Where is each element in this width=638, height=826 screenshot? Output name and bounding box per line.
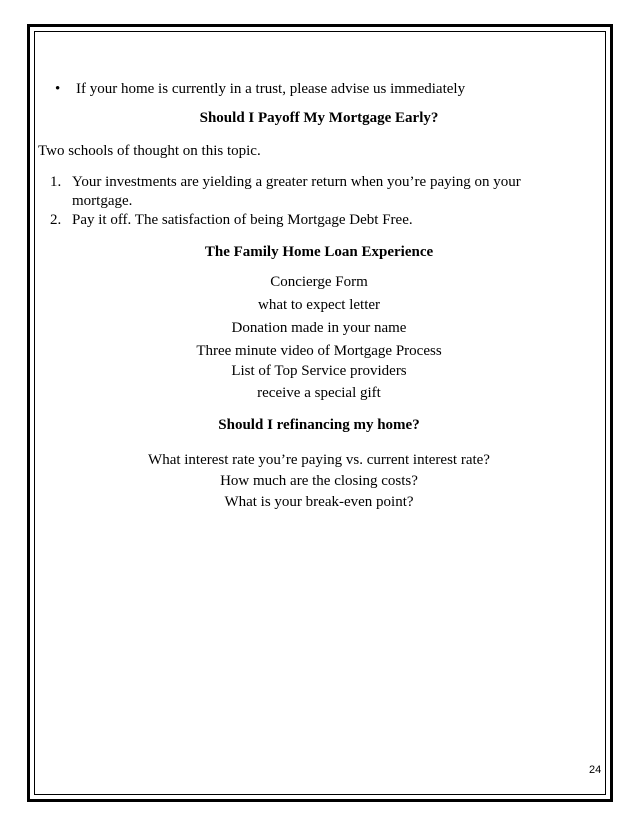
payoff-intro: Two schools of thought on this topic. <box>38 143 261 159</box>
list-item-1-line1: Your investments are yielding a greater return when you’re paying on your <box>72 174 521 190</box>
trust-notice: If your home is currently in a trust, please advise us immediately <box>76 81 466 97</box>
bullet-icon: • <box>55 81 61 97</box>
list-item-2: Pay it off. The satisfaction of being Mortgage Debt Free. <box>72 212 413 228</box>
experience-heading: The Family Home Loan Experience <box>204 244 434 260</box>
experience-item: List of Top Service providers <box>231 363 407 379</box>
list-number-1: 1. <box>50 174 62 190</box>
refinance-question: What interest rate you’re paying vs. current interest rate? <box>148 452 490 468</box>
list-number-2: 2. <box>50 212 62 228</box>
refinance-heading: Should I refinancing my home? <box>218 417 420 433</box>
experience-item: receive a special gift <box>257 385 381 401</box>
payoff-heading: Should I Payoff My Mortgage Early? <box>199 110 439 126</box>
experience-item: what to expect letter <box>257 297 381 313</box>
page-number: 24 <box>589 764 602 776</box>
list-item-1-line2: mortgage. <box>72 193 133 209</box>
experience-item: Concierge Form <box>270 274 368 290</box>
refinance-question: How much are the closing costs? <box>220 473 418 489</box>
experience-item: Donation made in your name <box>231 320 407 336</box>
experience-item: Three minute video of Mortgage Process <box>196 343 442 359</box>
refinance-question: What is your break-even point? <box>224 494 414 510</box>
